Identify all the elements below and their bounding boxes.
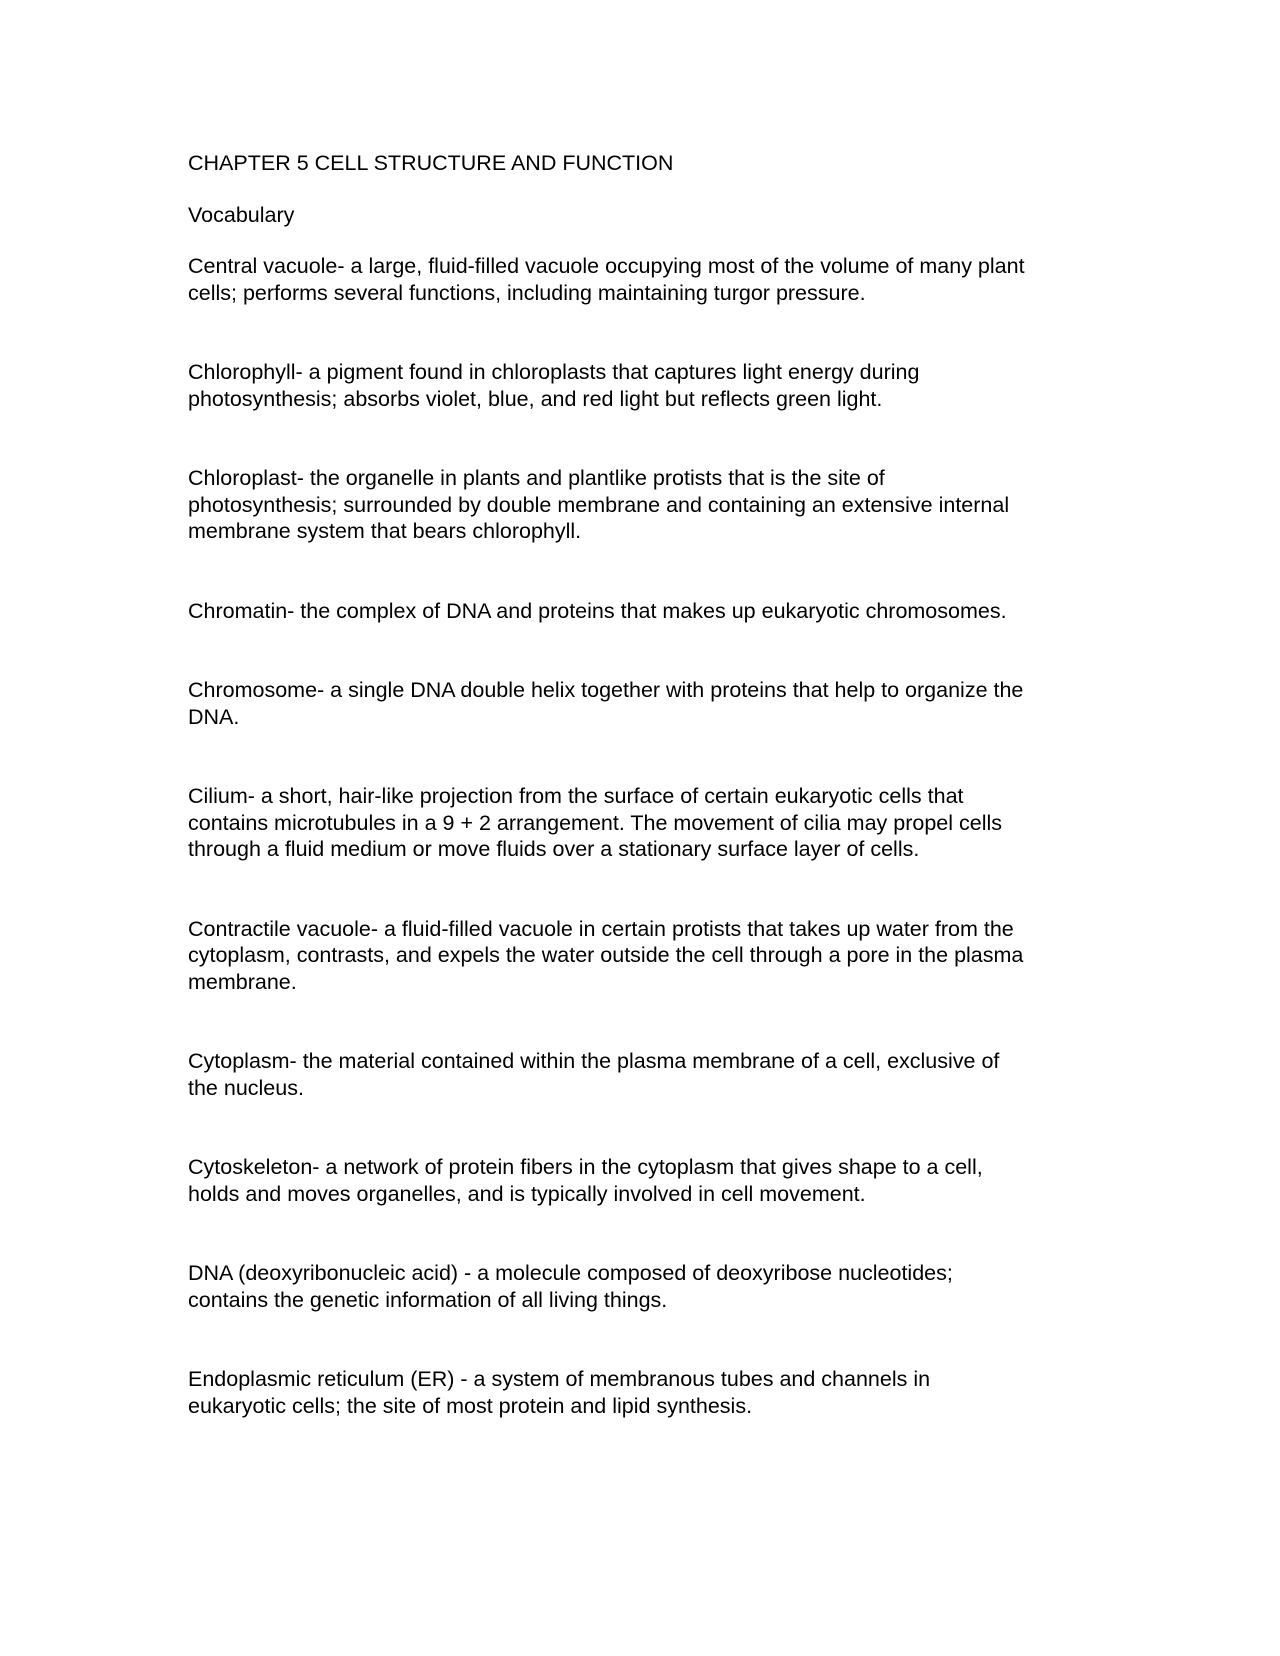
entry-line: Contractile vacuole- a fluid-filled vacuole in certain protists that takes up water from the: [188, 916, 1014, 941]
entry-line: eukaryotic cells; the site of most protein and lipid synthesis.: [188, 1393, 753, 1418]
entry-line: holds and moves organelles, and is typically involved in cell movement.: [188, 1181, 866, 1206]
vocab-entry-contractile-vacuole: [188, 916, 1088, 996]
vocab-entry-chloroplast: [188, 465, 1088, 545]
page-title: CHAPTER 5 CELL STRUCTURE AND FUNCTION: [188, 151, 674, 175]
vocab-entry-dna: [188, 1260, 1088, 1313]
section-heading: Vocabulary: [188, 202, 295, 227]
entry-line: Cilium- a short, hair-like projection from the surface of certain eukaryotic cells that: [188, 784, 964, 808]
vocab-entry-cilium: [188, 783, 1088, 863]
entry-line: Chromatin- the complex of DNA and proteins that makes up eukaryotic chromosomes.: [188, 598, 1007, 623]
entry-line: DNA.: [188, 704, 240, 729]
entry-line: Chloroplast- the organelle in plants and plantlike protists that is the site of: [188, 466, 885, 490]
vocab-entry-chromosome: [188, 677, 1088, 730]
vocab-entry-cytoplasm: [188, 1048, 1088, 1101]
entry-line: Chlorophyll- a pigment found in chloroplasts that captures light energy during: [188, 360, 920, 384]
entry-line: photosynthesis; absorbs violet, blue, and red light but reflects green light.: [188, 386, 883, 411]
entry-line: Cytoplasm- the material contained within the plasma membrane of a cell, exclusive of: [188, 1049, 1000, 1073]
entry-line: Endoplasmic reticulum (ER) - a system of membranous tubes and channels in: [188, 1367, 931, 1391]
entry-line: Central vacuole- a large, fluid-filled vacuole occupying most of the volume of many plant: [188, 254, 1025, 278]
entry-line: membrane.: [188, 969, 297, 994]
entry-line: photosynthesis; surrounded by double membrane and containing an extensive internal: [188, 492, 1010, 517]
vocab-entry-central-vacuole: [188, 253, 1088, 306]
entry-line: contains the genetic information of all living things.: [188, 1287, 668, 1312]
vocab-entry-chromatin: [188, 598, 1088, 625]
entry-line: contains microtubules in a 9 + 2 arrangement. The movement of cilia may propel cells: [188, 810, 1003, 835]
entry-line: the nucleus.: [188, 1075, 304, 1100]
vocab-entry-chlorophyll: [188, 359, 1088, 412]
entry-line: DNA (deoxyribonucleic acid) - a molecule composed of deoxyribose nucleotides;: [188, 1261, 953, 1285]
entry-line: Cytoskeleton- a network of protein fibers in the cytoplasm that gives shape to a cell,: [188, 1155, 983, 1179]
entry-line: membrane system that bears chlorophyll.: [188, 519, 582, 543]
document-page: [188, 150, 1088, 1472]
entry-line: cytoplasm, contrasts, and expels the water outside the cell through a pore in the plasma: [188, 943, 1024, 967]
entry-line: Chromosome- a single DNA double helix together with proteins that help to organize the: [188, 678, 1024, 702]
entry-line: through a fluid medium or move fluids over a stationary surface layer of cells.: [188, 837, 920, 861]
vocab-entry-cytoskeleton: [188, 1154, 1088, 1207]
vocab-entry-endoplasmic-reticulum: [188, 1366, 1088, 1419]
entry-line: cells; performs several functions, including maintaining turgor pressure.: [188, 280, 866, 305]
